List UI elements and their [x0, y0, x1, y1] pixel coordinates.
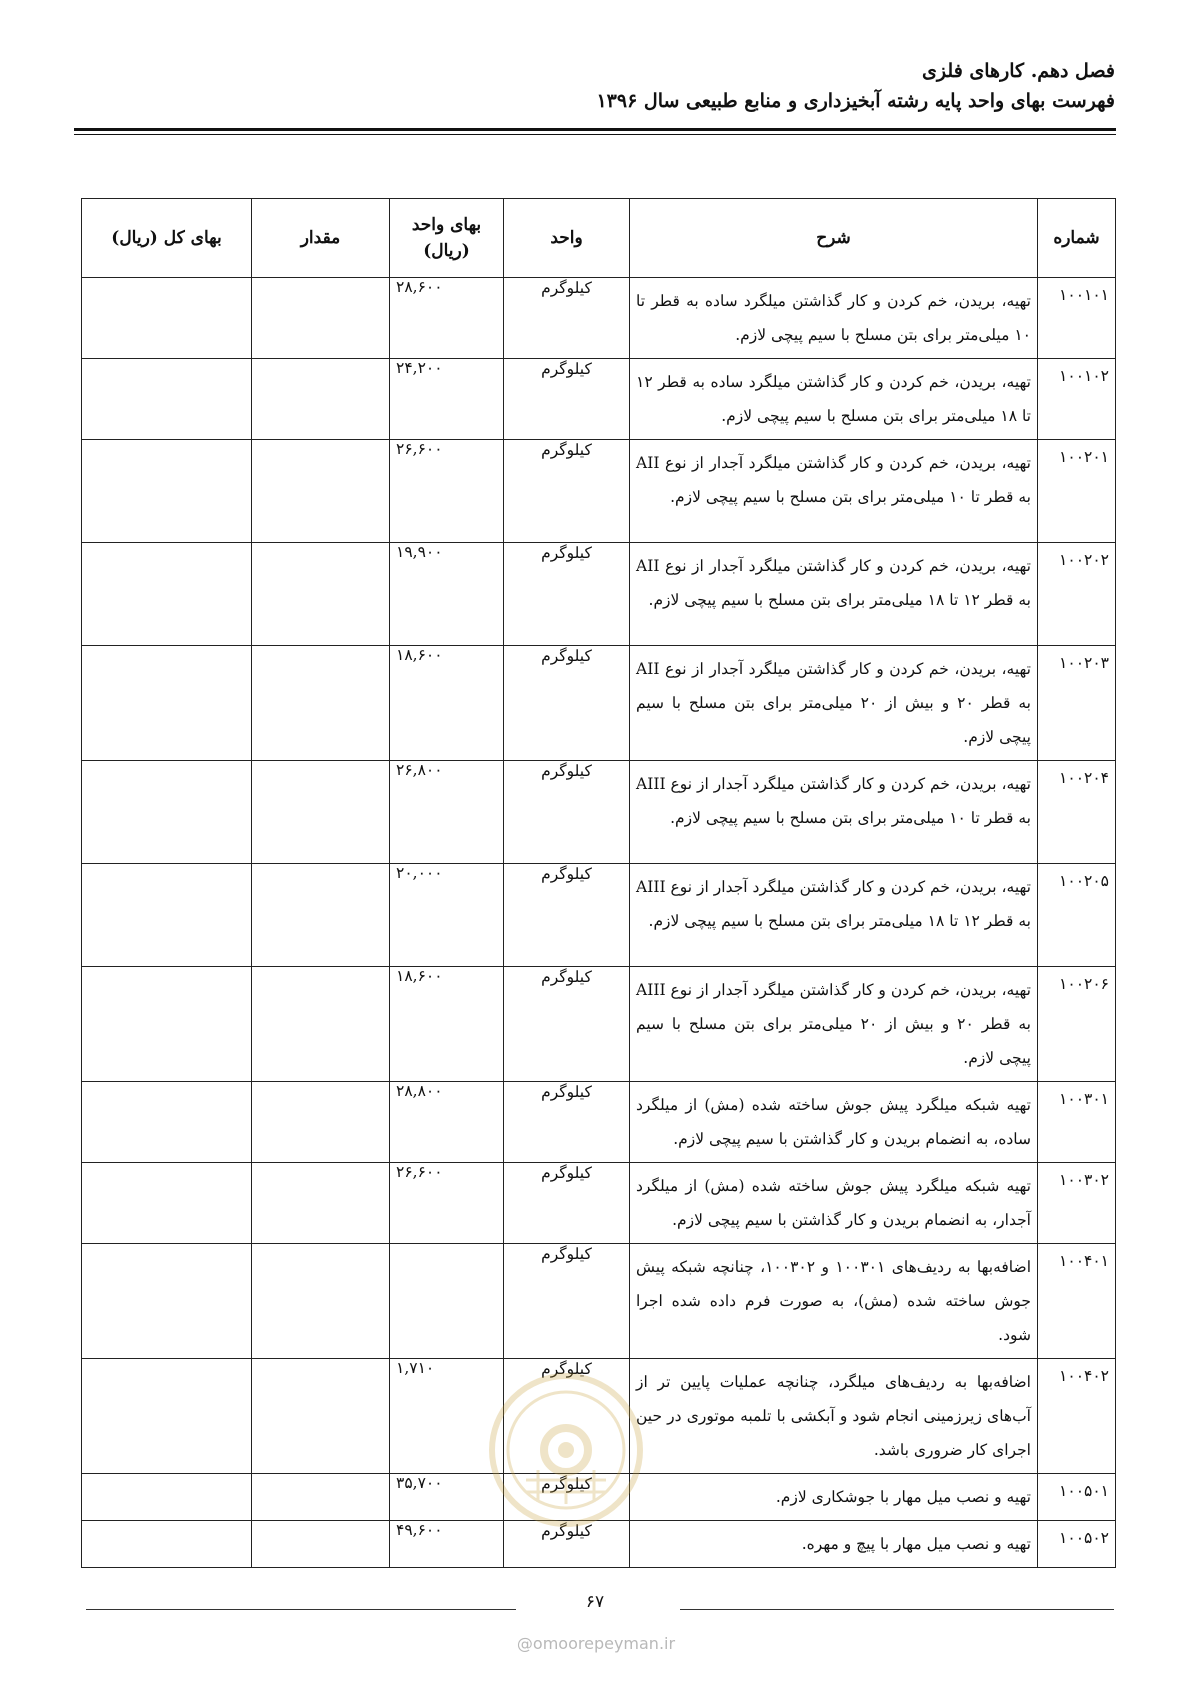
item-unit: کیلوگرم — [504, 646, 630, 761]
item-unit-price: ۱۸,۶۰۰ — [390, 967, 504, 1082]
table-row — [82, 1244, 1116, 1359]
item-description: تهیه و نصب میل مهار با جوشکاری لازم. — [630, 1474, 1038, 1521]
unit-price-label: بهای واحد — [411, 215, 482, 235]
page-header — [75, 56, 1115, 116]
item-description: تهیه شبکه میلگرد پیش جوش ساخته شده (مش) از میلگرد آجدار، به انضمام بریدن و کار گذاشتن با سیم پیچی لازم. — [630, 1163, 1038, 1244]
header-rule-thick — [74, 128, 1116, 131]
item-code: ۱۰۰۲۰۶ — [1038, 967, 1116, 1082]
item-quantity — [252, 278, 390, 359]
item-code: ۱۰۰۵۰۲ — [1038, 1521, 1116, 1568]
item-code: ۱۰۰۳۰۱ — [1038, 1082, 1116, 1163]
item-total-price — [82, 1474, 252, 1521]
item-unit: کیلوگرم — [504, 761, 630, 864]
item-code: ۱۰۰۲۰۱ — [1038, 440, 1116, 543]
table-row — [82, 1474, 1116, 1521]
item-unit-price: ۲۶,۶۰۰ — [390, 440, 504, 543]
item-unit-price — [390, 1244, 504, 1359]
column-header-total-price: بهای کل (ریال) — [82, 199, 252, 278]
item-description: اضافه‌بها به ردیف‌های ۱۰۰۳۰۱ و ۱۰۰۳۰۲، چنانچه شبکه پیش جوش ساخته شده (مش)، به صورت فرم داده شده اجرا شود. — [630, 1244, 1038, 1359]
header-rule-thin — [74, 134, 1116, 135]
table-row — [82, 1163, 1116, 1244]
item-total-price — [82, 1082, 252, 1163]
item-code: ۱۰۰۱۰۲ — [1038, 359, 1116, 440]
item-code: ۱۰۰۳۰۲ — [1038, 1163, 1116, 1244]
item-unit-price: ۲۶,۶۰۰ — [390, 1163, 504, 1244]
item-unit-price: ۱,۷۱۰ — [390, 1359, 504, 1474]
item-unit: کیلوگرم — [504, 543, 630, 646]
item-unit-price: ۲۸,۸۰۰ — [390, 1082, 504, 1163]
item-unit: کیلوگرم — [504, 1082, 630, 1163]
item-unit-price: ۱۸,۶۰۰ — [390, 646, 504, 761]
table-row — [82, 646, 1116, 761]
table-row — [82, 1359, 1116, 1474]
table-header-row — [82, 199, 1116, 278]
item-code: ۱۰۰۱۰۱ — [1038, 278, 1116, 359]
item-quantity — [252, 1359, 390, 1474]
item-code: ۱۰۰۴۰۲ — [1038, 1359, 1116, 1474]
column-header-quantity: مقدار — [252, 199, 390, 278]
item-unit: کیلوگرم — [504, 278, 630, 359]
unit-price-currency: (ریال) — [423, 241, 470, 261]
item-unit: کیلوگرم — [504, 864, 630, 967]
item-unit: کیلوگرم — [504, 440, 630, 543]
item-unit-price: ۲۴,۲۰۰ — [390, 359, 504, 440]
table-row — [82, 864, 1116, 967]
item-description: تهیه، بریدن، خم کردن و کار گذاشتن میلگرد آجدار از نوع AIII به قطر ۱۲ تا ۱۸ میلی‌متر برای بتن مسلح با سیم پیچی لازم. — [630, 864, 1038, 967]
item-description: تهیه، بریدن، خم کردن و کار گذاشتن میلگرد ساده به قطر ۱۲ تا ۱۸ میلی‌متر برای بتن مسلح با سیم پیچی لازم. — [630, 359, 1038, 440]
item-total-price — [82, 440, 252, 543]
item-quantity — [252, 1244, 390, 1359]
item-unit-price: ۲۰,۰۰۰ — [390, 864, 504, 967]
item-quantity — [252, 440, 390, 543]
item-description: تهیه شبکه میلگرد پیش جوش ساخته شده (مش) از میلگرد ساده، به انضمام بریدن و کار گذاشتن با سیم پیچی لازم. — [630, 1082, 1038, 1163]
item-code: ۱۰۰۲۰۲ — [1038, 543, 1116, 646]
item-quantity — [252, 967, 390, 1082]
table-row — [82, 967, 1116, 1082]
item-total-price — [82, 359, 252, 440]
item-description: تهیه، بریدن، خم کردن و کار گذاشتن میلگرد ساده به قطر تا ۱۰ میلی‌متر برای بتن مسلح با سیم پیچی لازم. — [630, 278, 1038, 359]
item-total-price — [82, 278, 252, 359]
item-quantity — [252, 1163, 390, 1244]
item-quantity — [252, 646, 390, 761]
item-unit-price: ۱۹,۹۰۰ — [390, 543, 504, 646]
item-quantity — [252, 543, 390, 646]
item-description: تهیه، بریدن، خم کردن و کار گذاشتن میلگرد آجدار از نوع AII به قطر ۲۰ و بیش از ۲۰ میلی‌متر برای بتن مسلح با سیم پیچی لازم. — [630, 646, 1038, 761]
item-total-price — [82, 1163, 252, 1244]
item-total-price — [82, 1521, 252, 1568]
item-unit-price: ۲۶,۸۰۰ — [390, 761, 504, 864]
item-unit: کیلوگرم — [504, 1244, 630, 1359]
table-row — [82, 1082, 1116, 1163]
column-header-description: شرح — [630, 199, 1038, 278]
item-total-price — [82, 1244, 252, 1359]
item-unit: کیلوگرم — [504, 1359, 630, 1474]
item-quantity — [252, 359, 390, 440]
item-unit: کیلوگرم — [504, 967, 630, 1082]
table-row — [82, 1521, 1116, 1568]
item-description: اضافه‌بها به ردیف‌های میلگرد، چنانچه عملیات پایین تر از آب‌های زیرزمینی انجام شود و آبکشی با تلمبه موتوری در حین اجرای کار ضروری باشد. — [630, 1359, 1038, 1474]
footer-rule-left — [86, 1609, 516, 1610]
item-total-price — [82, 1359, 252, 1474]
item-code: ۱۰۰۴۰۱ — [1038, 1244, 1116, 1359]
price-list-table — [81, 198, 1116, 1568]
item-code: ۱۰۰۲۰۳ — [1038, 646, 1116, 761]
item-total-price — [82, 761, 252, 864]
table-row — [82, 278, 1116, 359]
item-quantity — [252, 1082, 390, 1163]
item-quantity — [252, 1521, 390, 1568]
item-unit: کیلوگرم — [504, 1474, 630, 1521]
table-body — [82, 278, 1116, 1568]
item-unit: کیلوگرم — [504, 1521, 630, 1568]
item-unit: کیلوگرم — [504, 1163, 630, 1244]
item-unit-price: ۲۸,۶۰۰ — [390, 278, 504, 359]
page-number: ۶۷ — [585, 1592, 605, 1612]
item-description: تهیه و نصب میل مهار با پیچ و مهره. — [630, 1521, 1038, 1568]
chapter-title: فصل دهم. کارهای فلزی — [922, 60, 1115, 82]
item-code: ۱۰۰۵۰۱ — [1038, 1474, 1116, 1521]
item-quantity — [252, 864, 390, 967]
item-quantity — [252, 1474, 390, 1521]
item-total-price — [82, 646, 252, 761]
item-unit: کیلوگرم — [504, 359, 630, 440]
item-description: تهیه، بریدن، خم کردن و کار گذاشتن میلگرد آجدار از نوع AIII به قطر تا ۱۰ میلی‌متر برای بتن مسلح با سیم پیچی لازم. — [630, 761, 1038, 864]
document-title: فهرست بهای واحد پایه رشته آبخیزداری و منابع طبیعی سال ۱۳۹۶ — [596, 90, 1115, 112]
item-code: ۱۰۰۲۰۴ — [1038, 761, 1116, 864]
item-total-price — [82, 543, 252, 646]
site-watermark-text: @omoorepeyman.ir — [516, 1634, 676, 1653]
table-row — [82, 543, 1116, 646]
item-code: ۱۰۰۲۰۵ — [1038, 864, 1116, 967]
item-total-price — [82, 864, 252, 967]
item-description: تهیه، بریدن، خم کردن و کار گذاشتن میلگرد آجدار از نوع AII به قطر تا ۱۰ میلی‌متر برای بتن مسلح با سیم پیچی لازم. — [630, 440, 1038, 543]
column-header-unit-price — [390, 199, 504, 278]
column-header-unit: واحد — [504, 199, 630, 278]
item-description: تهیه، بریدن، خم کردن و کار گذاشتن میلگرد آجدار از نوع AII به قطر ۱۲ تا ۱۸ میلی‌متر برای بتن مسلح با سیم پیچی لازم. — [630, 543, 1038, 646]
table-row — [82, 761, 1116, 864]
item-unit-price: ۴۹,۶۰۰ — [390, 1521, 504, 1568]
item-unit-price: ۳۵,۷۰۰ — [390, 1474, 504, 1521]
table-row — [82, 440, 1116, 543]
footer-rule-right — [680, 1609, 1114, 1610]
item-total-price — [82, 967, 252, 1082]
item-description: تهیه، بریدن، خم کردن و کار گذاشتن میلگرد آجدار از نوع AIII به قطر ۲۰ و بیش از ۲۰ میلی‌متر برای بتن مسلح با سیم پیچی لازم. — [630, 967, 1038, 1082]
table-row — [82, 359, 1116, 440]
item-quantity — [252, 761, 390, 864]
column-header-code: شماره — [1038, 199, 1116, 278]
